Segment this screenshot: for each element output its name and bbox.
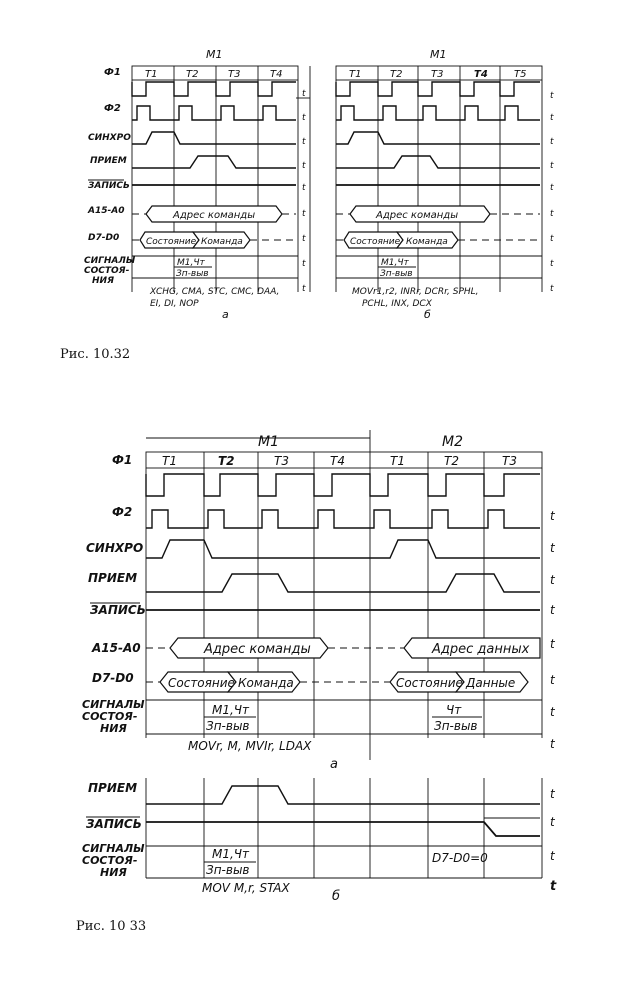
svg-text:t: t (550, 234, 554, 244)
svg-text:t: t (302, 113, 306, 123)
status-word-bottom: Зп-выв (206, 719, 250, 733)
svg-text:t: t (302, 284, 306, 294)
svg-text:t: t (550, 815, 555, 829)
figure-caption: Рис. 10 33 (76, 919, 147, 934)
state-label: T2 (186, 69, 199, 80)
signal-label-f1: Ф1 (112, 453, 133, 467)
state-label: T1 (390, 454, 405, 468)
signal-label-status-2: СОСТОЯ- (82, 854, 138, 867)
svg-text:t: t (550, 91, 554, 101)
signal-label-status-3: НИЯ (100, 722, 127, 735)
status-word-bottom: Зп-выв (206, 863, 250, 877)
signal-label-dbin: ПРИЕМ (88, 571, 138, 585)
state-label: T2 (444, 454, 459, 468)
signal-label-data: D7-D0 (88, 233, 120, 243)
data-label: Данные (466, 676, 516, 690)
waveform-sync (336, 132, 540, 144)
waveform-dbin (146, 574, 540, 592)
status-word-top: M1,Чт (381, 258, 409, 268)
figure-caption: Рис. 10.32 (60, 347, 131, 362)
address-label: Адрес команды (204, 642, 311, 657)
status-label: Состояние (396, 676, 463, 690)
svg-text:t: t (302, 183, 306, 193)
sublabel: а (222, 308, 229, 321)
instruction-list: XCHG, CMA, STC, CMC, DAA, (150, 287, 280, 297)
machine-cycle-label: M1 (258, 434, 279, 450)
waveform-dbin (146, 786, 540, 804)
signal-label-wr: ЗАПИСЬ (90, 603, 146, 617)
fig-10-33-a (82, 430, 556, 772)
svg-text:t: t (550, 113, 554, 123)
machine-cycle-label: M1 (206, 48, 223, 61)
waveform-sync (146, 540, 540, 558)
svg-text:t: t (550, 161, 554, 171)
command-label: Команда (201, 237, 243, 247)
state-label: T1 (349, 69, 362, 80)
machine-cycle-label: M1 (430, 48, 447, 61)
signal-label-status-1: СИГНАЛЫ (82, 698, 145, 711)
command-label: Команда (238, 676, 294, 690)
state-label: T4 (474, 69, 488, 80)
signal-label-f1: Ф1 (104, 67, 121, 78)
signal-label-wr: ЗАПИСЬ (88, 181, 130, 191)
signal-label-f2: Ф2 (112, 505, 133, 519)
status-word-top: M1,Чт (212, 703, 250, 717)
svg-text:t: t (550, 137, 554, 147)
signal-label-sync: СИНХРО (86, 541, 144, 555)
signal-label-data: D7-D0 (92, 671, 134, 685)
svg-text:t: t (550, 209, 554, 219)
status-word-top: M1,Чт (212, 847, 250, 861)
svg-text:t: t (550, 705, 555, 719)
status-word-bottom: Зп-выв (434, 719, 478, 733)
signal-label-address: A15-A0 (92, 641, 141, 655)
address-label: Адрес данных (432, 642, 530, 657)
signal-label-status-3: НИЯ (100, 866, 127, 879)
sublabel: б (424, 308, 431, 321)
svg-text:t: t (302, 259, 306, 269)
instruction-list: MOVr, M, MVIr, LDAX (188, 739, 312, 753)
sublabel: а (330, 757, 338, 772)
svg-text:t: t (550, 787, 555, 801)
status-word-bottom: Зп-выв (176, 269, 209, 279)
waveform-f1 (132, 82, 296, 96)
address-label: Адрес команды (376, 210, 459, 221)
signal-label-sync: СИНХРО (88, 133, 131, 143)
data-zero-label: D7-D0=0 (432, 851, 488, 865)
state-label: T5 (514, 69, 527, 80)
waveform-f2 (336, 106, 540, 120)
svg-text:t: t (302, 209, 306, 219)
waveform-sync (132, 132, 296, 144)
svg-text:t: t (550, 637, 555, 651)
signal-label-status-2: СОСТОЯ- (82, 710, 138, 723)
state-label: T4 (270, 69, 283, 80)
status-label: Состояние (146, 237, 197, 247)
state-label: T3 (502, 454, 517, 468)
state-label: T4 (330, 454, 345, 468)
signal-label-status-3: НИЯ (92, 276, 114, 286)
fig-10-32-a (84, 48, 310, 321)
machine-cycle-label: M2 (442, 434, 463, 450)
svg-text:t: t (550, 573, 555, 587)
state-label: T2 (218, 454, 235, 468)
status-word-bottom: Зп-выв (380, 269, 413, 279)
svg-text:t: t (550, 737, 555, 751)
instruction-list: EI, DI, NOP (150, 299, 199, 309)
svg-text:t: t (550, 284, 554, 294)
state-label: T1 (145, 69, 158, 80)
fig-10-33-b (82, 778, 557, 904)
status-word-top: M1,Чт (177, 258, 205, 268)
svg-text:t: t (302, 137, 306, 147)
svg-text:t: t (302, 234, 306, 244)
command-label: Команда (406, 237, 448, 247)
sublabel: б (332, 889, 341, 904)
waveform-f2 (132, 106, 296, 120)
svg-text:t: t (550, 183, 554, 193)
instruction-list: MOV M,r, STAX (202, 881, 290, 895)
instruction-list: MOVr1,r2, INRr, DCRr, SPHL, (352, 287, 479, 297)
state-label: T2 (390, 69, 403, 80)
svg-text:t: t (550, 879, 557, 894)
svg-text:t: t (550, 849, 555, 863)
state-label: T3 (274, 454, 289, 468)
fig-10-32-b (336, 48, 554, 321)
state-label: T3 (228, 69, 241, 80)
signal-label-dbin: ПРИЕМ (88, 781, 138, 795)
signal-label-wr: ЗАПИСЬ (86, 817, 142, 831)
signal-label-address: A15-A0 (88, 206, 125, 216)
svg-text:t: t (550, 603, 555, 617)
signal-label-f2: Ф2 (104, 103, 121, 114)
svg-text:t: t (550, 259, 554, 269)
address-label: Адрес команды (173, 210, 256, 221)
status-label: Состояние (350, 237, 401, 247)
waveform-dbin (336, 156, 540, 168)
waveform-f2 (146, 510, 540, 528)
signal-label-status-2: СОСТОЯ- (84, 266, 130, 276)
state-label: T3 (431, 69, 444, 80)
signal-label-status-1: СИГНАЛЫ (84, 256, 136, 266)
svg-text:t: t (302, 89, 306, 99)
state-label: T1 (162, 454, 177, 468)
instruction-list: PCHL, INX, DCX (362, 299, 432, 309)
svg-text:t: t (550, 673, 555, 687)
signal-label-status-1: СИГНАЛЫ (82, 842, 145, 855)
svg-text:t: t (550, 541, 555, 555)
status-word-top: Чт (446, 703, 462, 717)
signal-label-dbin: ПРИЕМ (90, 156, 127, 166)
svg-text:t: t (550, 509, 555, 523)
status-label: Состояние (168, 676, 235, 690)
waveform-dbin (132, 156, 296, 168)
waveform-f1 (336, 82, 540, 96)
waveform-f1 (146, 474, 540, 496)
waveform-wr (146, 822, 540, 836)
svg-text:t: t (302, 161, 306, 171)
